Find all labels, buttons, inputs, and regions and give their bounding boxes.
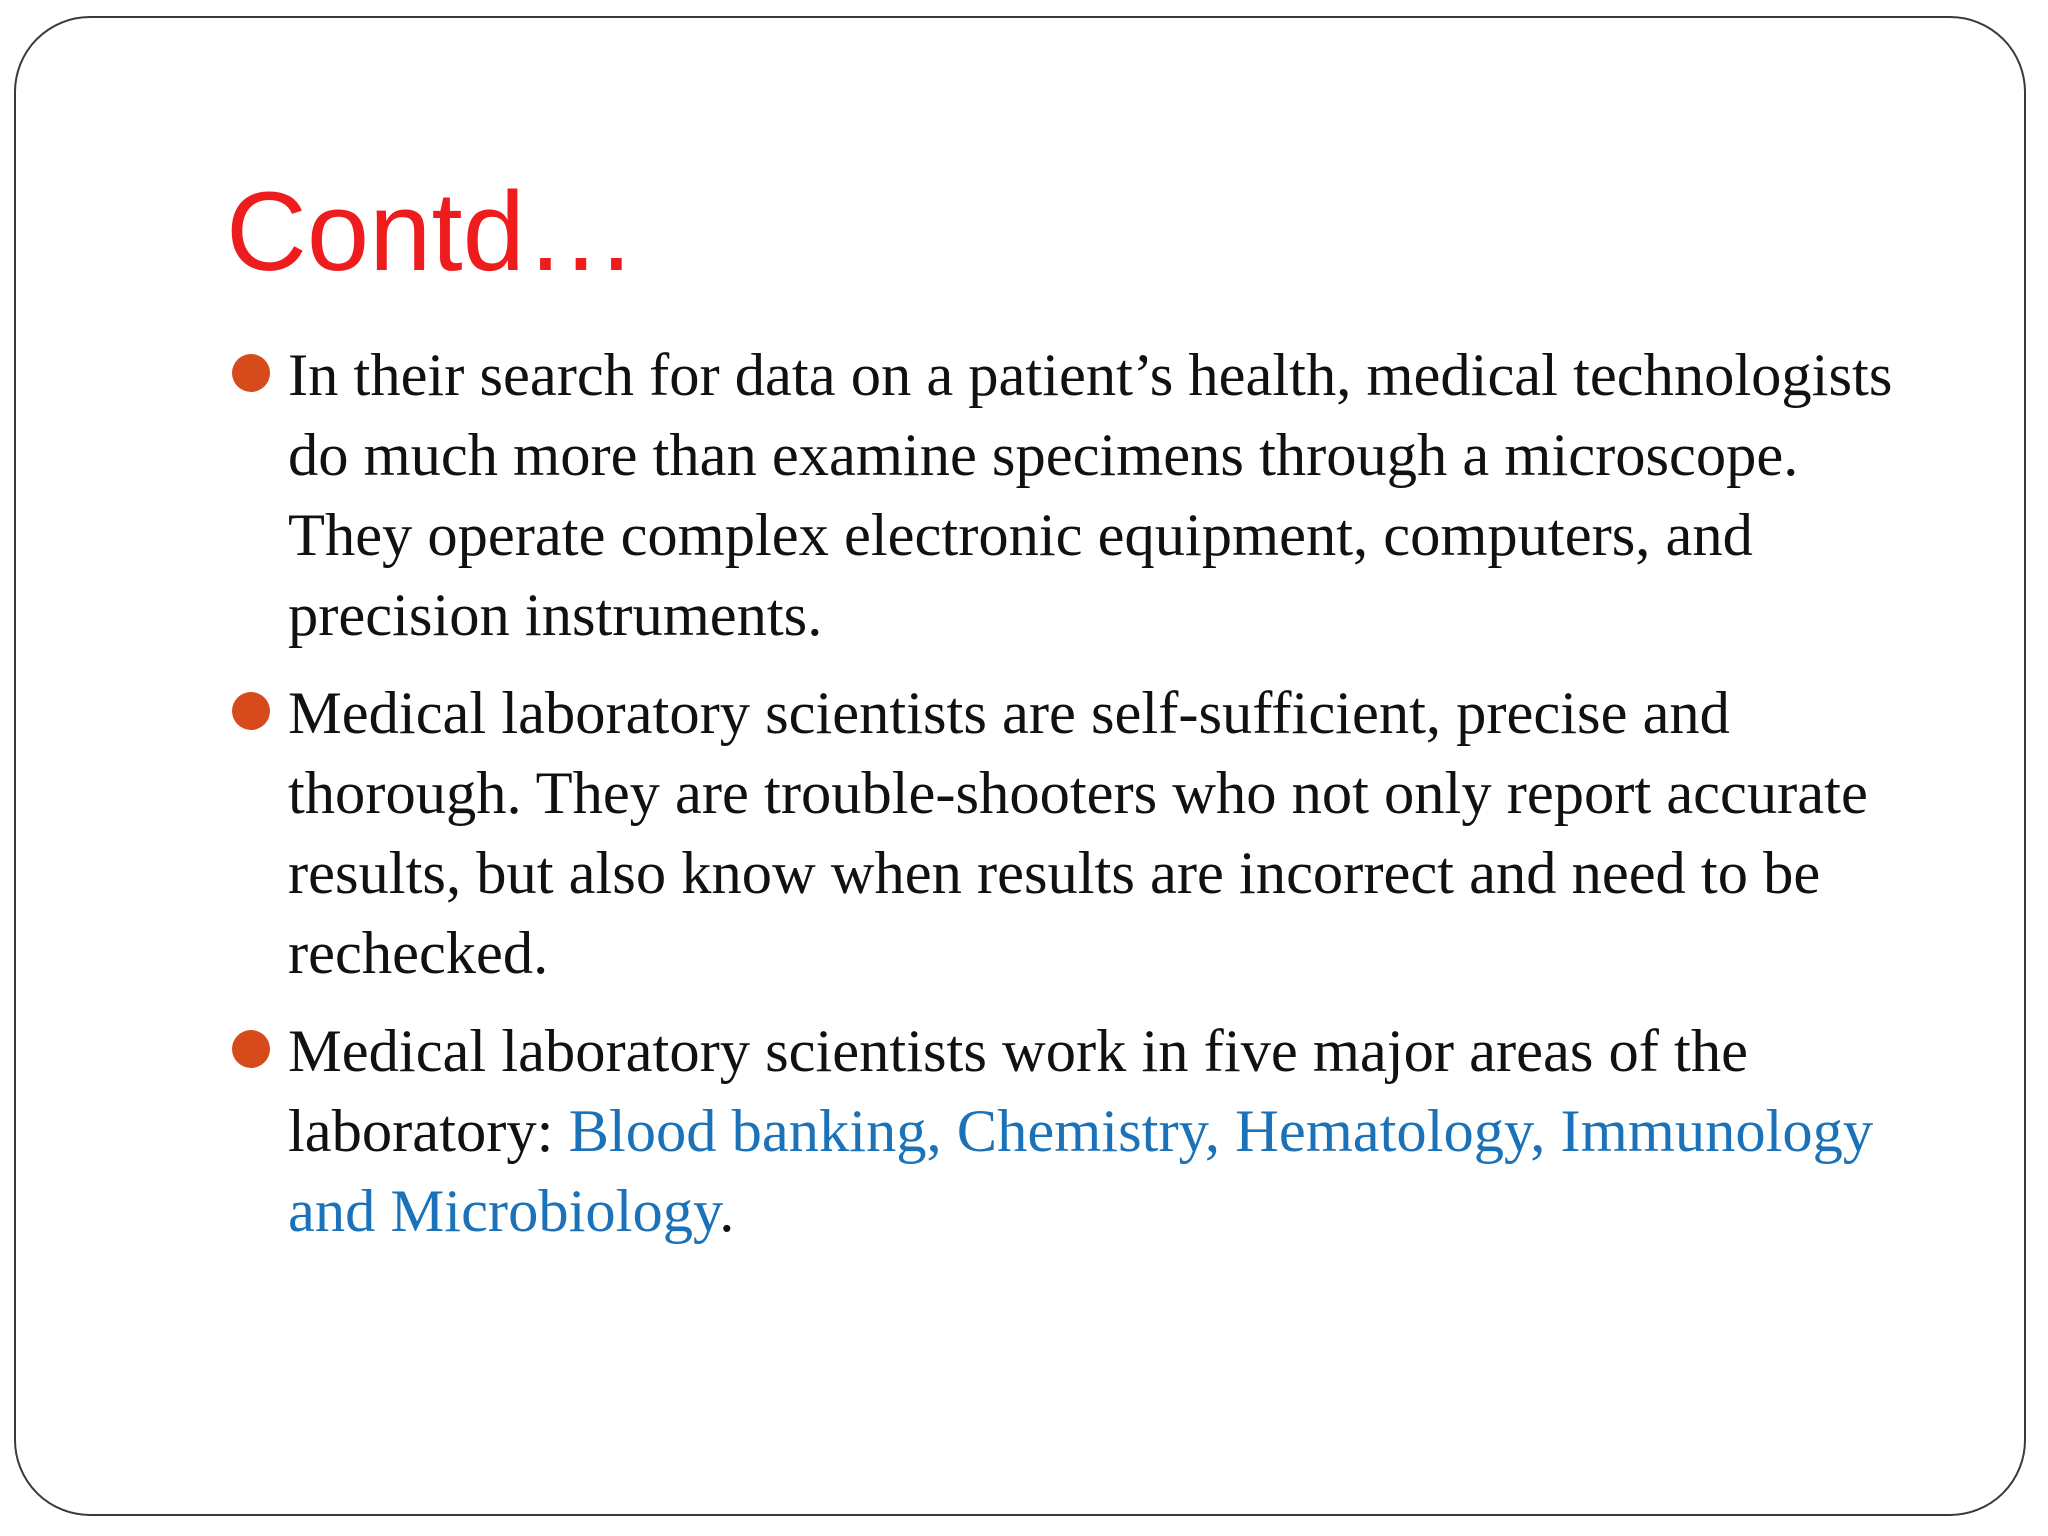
slide-title: Contd… [226,169,637,294]
bullet-text: In their search for data on a patient’s health, medical technologists do much more than examine specimens through a microscope. They operate complex electronic equipment, computers, and precision instruments. [288,342,1893,649]
bullet-icon [232,692,270,730]
bullet-icon [232,354,270,392]
bullet-icon [232,1030,270,1068]
bullet-text-end: . [719,1178,735,1245]
bullet-item-3 [226,1012,1896,1252]
bullet-item-2 [226,674,1896,994]
bullet-text: Medical laboratory scientists work in five major areas of the laboratory: [288,1018,1748,1165]
bullet-item-1 [226,336,1896,656]
bullet-text: Medical laboratory scientists are self-sufficient, precise and thorough. They are trouble-shooters who not only report accurate results, but also know when results are incorrect and need to be rechecked. [288,680,1868,987]
bullet-list [226,336,1896,1270]
lab-areas-highlight: Blood banking, Chemistry, Hematology, Immunology and Microbiology [288,1098,1874,1245]
